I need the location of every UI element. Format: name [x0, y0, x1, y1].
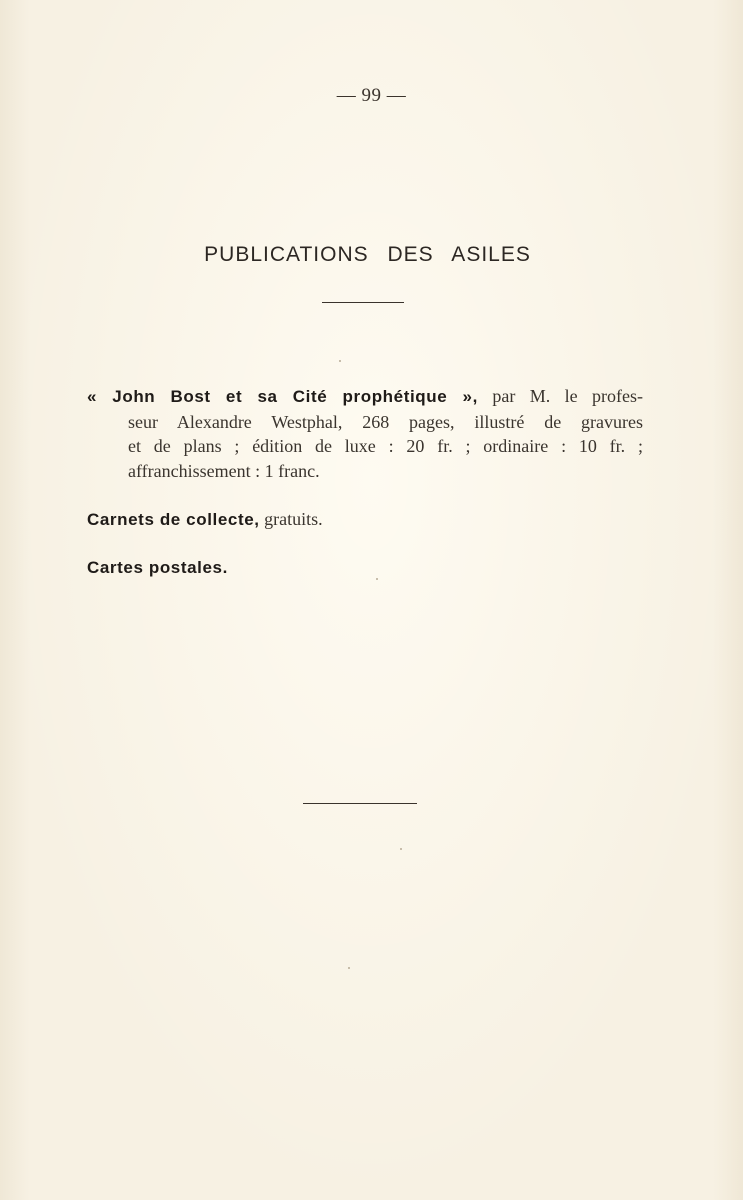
- heading-divider: [322, 302, 404, 303]
- publication-entry-john-bost: [87, 384, 643, 483]
- paper-speck: [400, 848, 402, 850]
- paper-speck: [339, 360, 341, 362]
- paper-speck: [376, 578, 378, 580]
- entry-text: par M. le profes-: [492, 386, 643, 406]
- paper-speck: [348, 967, 350, 969]
- entry-text: gratuits.: [264, 509, 323, 529]
- section-heading: PUBLICATIONS DES ASILES: [204, 243, 531, 266]
- closing-divider: [303, 803, 417, 804]
- entry-line: affranchissement : 1 franc.: [128, 460, 320, 481]
- entry-title: « John Bost et sa Cité prophétique »,: [87, 387, 478, 406]
- entry-first-line: [87, 384, 643, 410]
- entry-title: Cartes postales.: [87, 558, 228, 577]
- entry-line: seur Alexandre Westphal, 268 pages, illustré de gravures: [128, 411, 643, 432]
- page-number: — 99 —: [336, 85, 407, 106]
- entry-line: et de plans ; édition de luxe : 20 fr. ; ordinaire : 10 fr. ;: [128, 436, 643, 456]
- entry-title: Carnets de collecte,: [87, 510, 260, 529]
- publication-entry-carnets: [87, 507, 643, 533]
- publication-entry-cartes: [87, 555, 643, 581]
